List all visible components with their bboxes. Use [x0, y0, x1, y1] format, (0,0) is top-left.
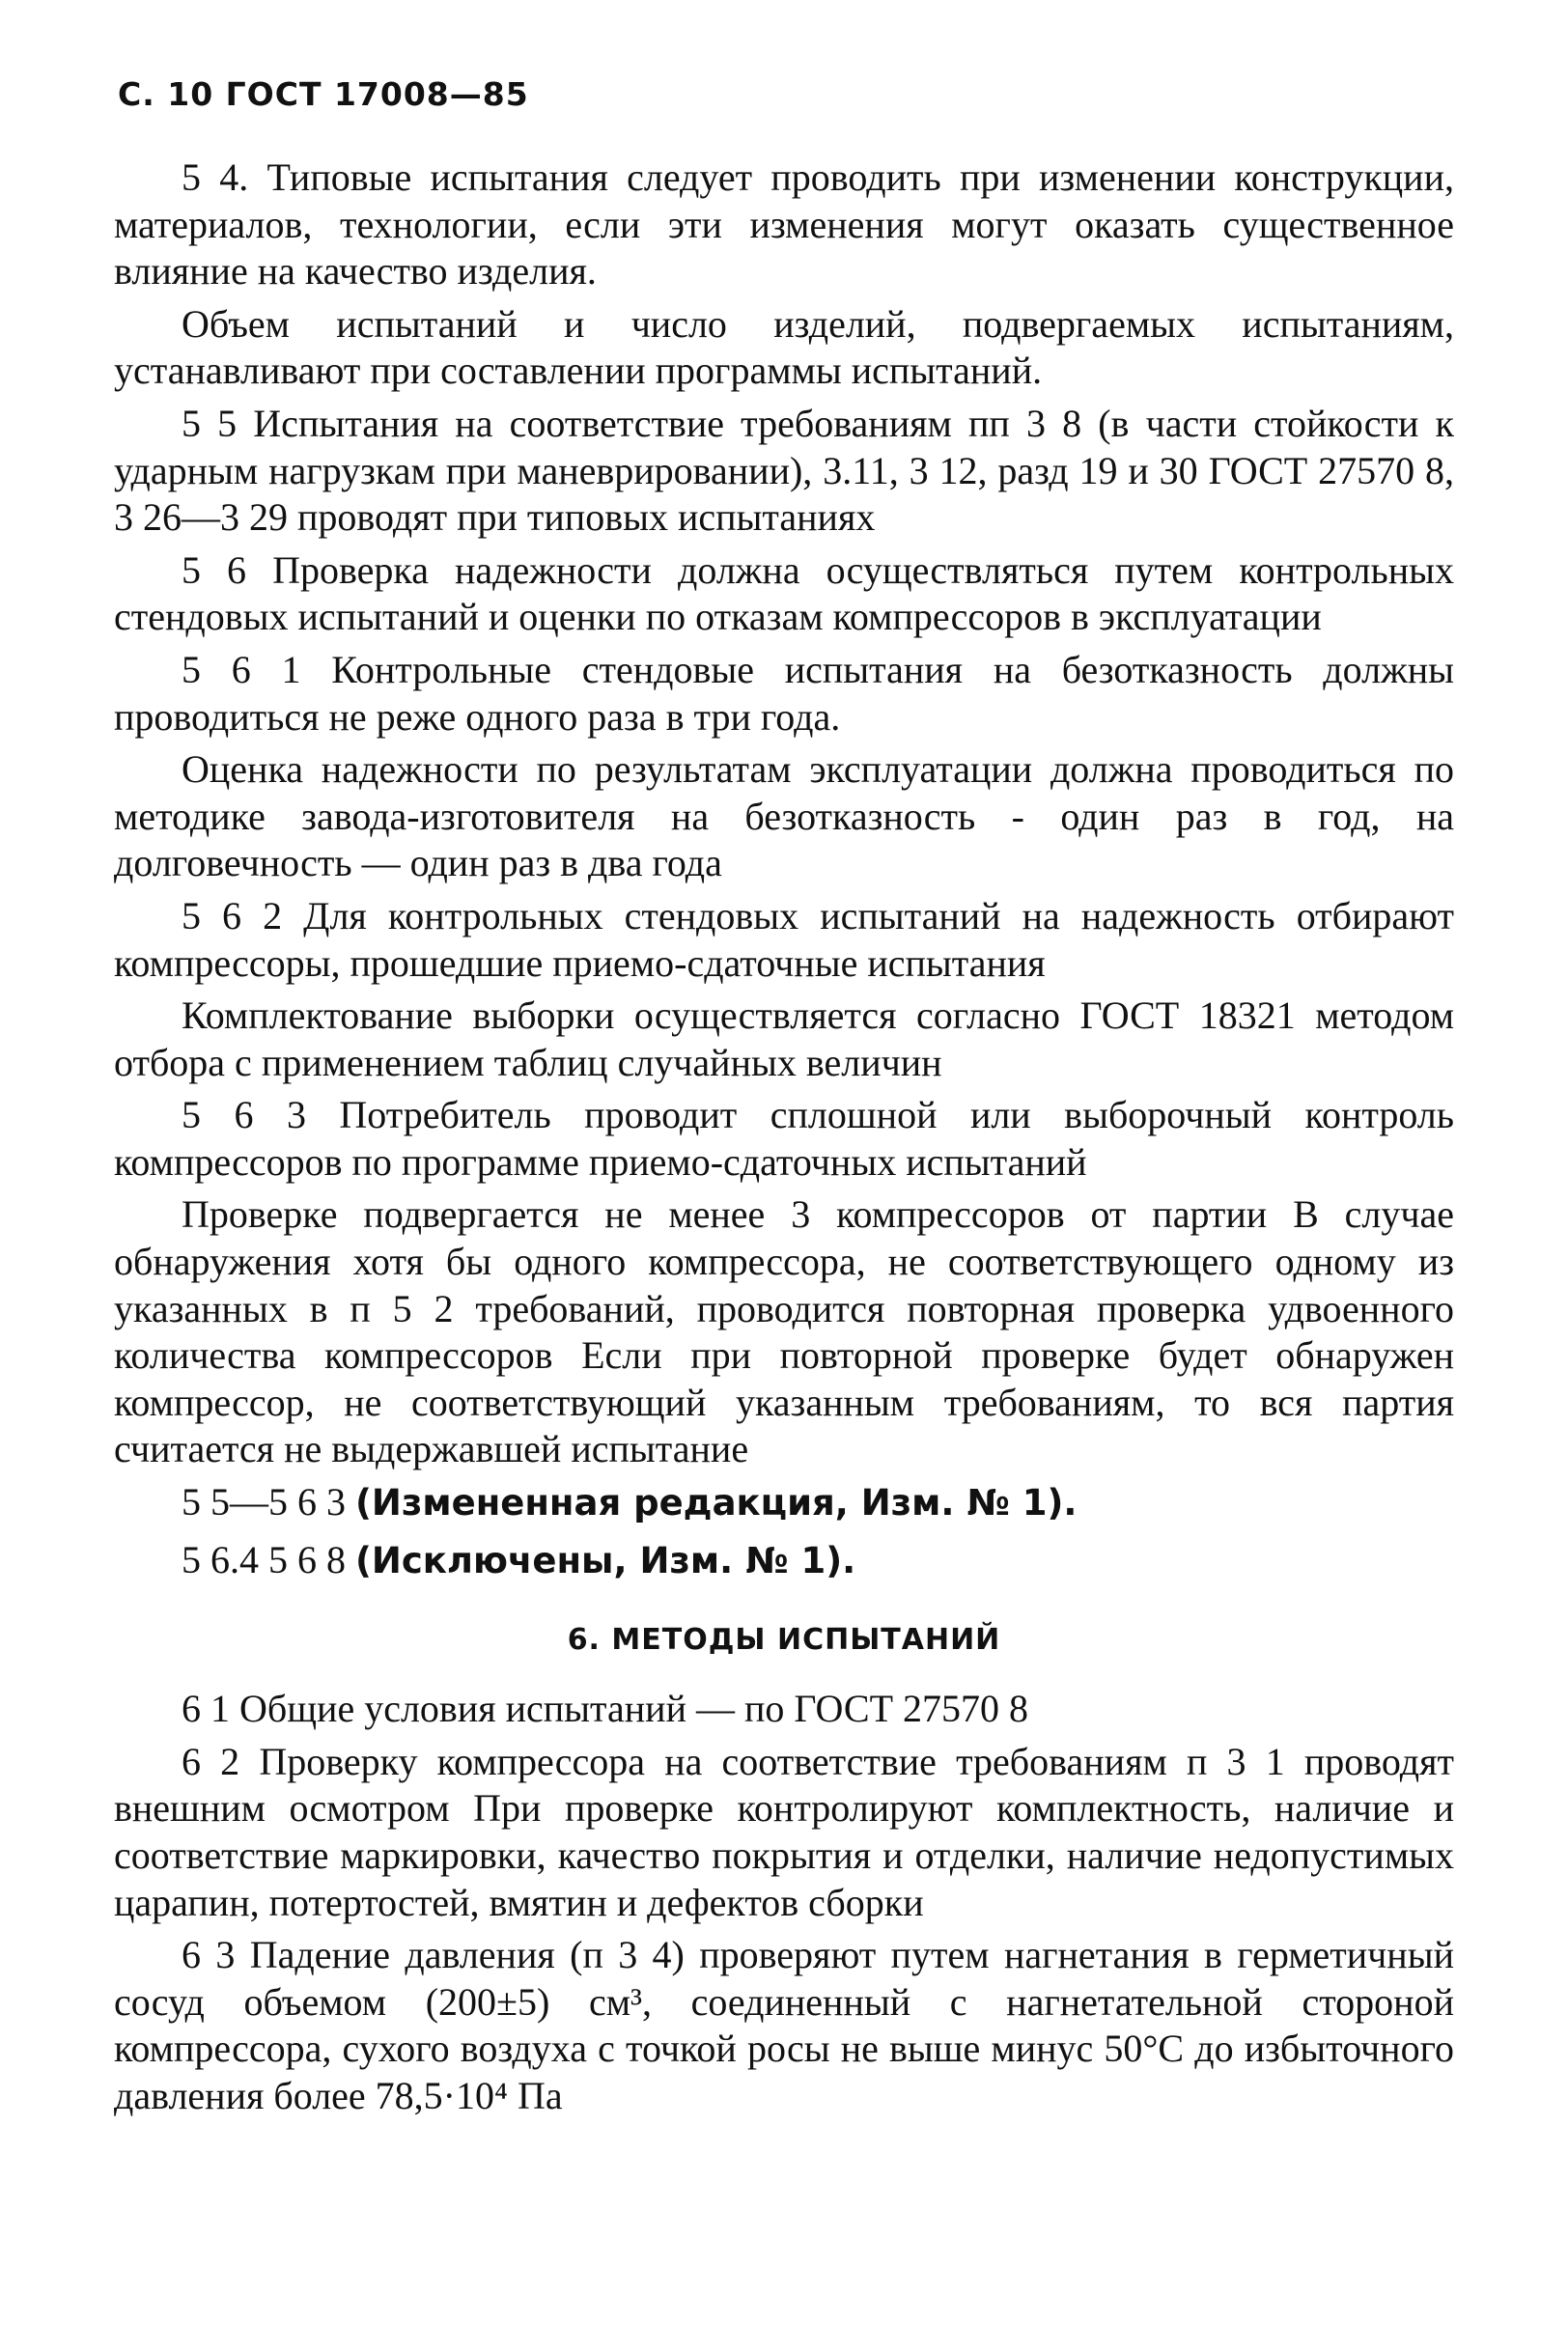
amendment-ref: 5 5—5 6 3 — [182, 1480, 346, 1525]
paragraph: Комплектование выборки осуществляется согласно ГОСТ 18321 методом отбора с применением таблиц случайных величин — [114, 993, 1454, 1084]
paragraph: 5 5 Испытания на соответствие требованиям пп 3 8 (в части стойкости к ударным нагрузкам при маневрировании), 3.11, 3 12, разд 19 и 30 ГОСТ 27570 8, 3 26—3 29 проводят при типовых испытаниях — [114, 401, 1454, 540]
paragraph: 5 4. Типовые испытания следует проводить при изменении конструкции, материалов, технологии, если эти изменения могут оказать существенное влияние на качество изделия. — [114, 155, 1454, 294]
paragraph: Объем испытаний и число изделий, подвергаемых испытаниям, устанавливают при составлении программы испытаний. — [114, 301, 1454, 393]
paragraph: 6 3 Падение давления (п 3 4) проверяют путем нагнетания в герметичный сосуд объемом (200±5) см³, соединенный с нагнетательной стороной компрессора, сухого воздуха с точкой росы не выше минус 50°C до избыточного давления более 78,5·10⁴ Па — [114, 1933, 1454, 2117]
amendment-text: (Исключены, Изм. № 1). — [355, 1539, 856, 1581]
amendment-note — [114, 1479, 1454, 1527]
amendment-ref: 5 6.4 5 6 8 — [182, 1537, 346, 1581]
paragraph: 5 6 Проверка надежности должна осуществляться путем контрольных стендовых испытаний и оценки по отказам компрессоров в эксплуатации — [114, 547, 1454, 639]
paragraph: 6 1 Общие условия испытаний — по ГОСТ 27570 8 — [182, 1687, 1029, 1731]
paragraph: Проверке подвергается не менее 3 компрессоров от партии В случае обнаружения хотя бы одного компрессора, не соответствующего одному из указанных в п 5 2 требований, проводится повторная проверка удвоенного количества компрессоров Если при повторной проверке будет обнаружен компрессор, не соответствующий указанным требованиям, то вся партия считается не выдержавшей испытание — [114, 1192, 1454, 1471]
page-header: С. 10 ГОСТ 17008—85 — [118, 75, 529, 113]
amendment-text: (Измененная редакция, Изм. № 1). — [355, 1482, 1078, 1525]
paragraph: 5 6 2 Для контрольных стендовых испытаний на надежность отбирают компрессоры, прошедшие приемо-сдаточные испытания — [114, 893, 1454, 985]
document-body — [114, 154, 1454, 2126]
paragraph: Оценка надежности по результатам эксплуатации должна проводиться по методике завода-изготовителя на безотказность - один раз в год, на долговечность — один раз в два года — [114, 747, 1454, 885]
section-title: 6. МЕТОДЫ ИСПЫТАНИЙ — [567, 1623, 1001, 1658]
paragraph: 6 2 Проверку компрессора на соответствие требованиям п 3 1 проводят внешним осмотром При проверке контролируют комплектность, наличие и соответствие маркировки, качество покрытия и отделки, наличие недопустимых царапин, потертостей, вмятин и дефектов сборки — [114, 1739, 1454, 1924]
paragraph: 5 6 1 Контрольные стендовые испытания на безотказность должны проводиться не реже одного раза в три года. — [114, 647, 1454, 739]
amendment-note — [114, 1537, 1454, 1585]
paragraph: 5 6 3 Потребитель проводит сплошной или выборочный контроль компрессоров по программе приемо-сдаточных испытаний — [114, 1093, 1454, 1184]
